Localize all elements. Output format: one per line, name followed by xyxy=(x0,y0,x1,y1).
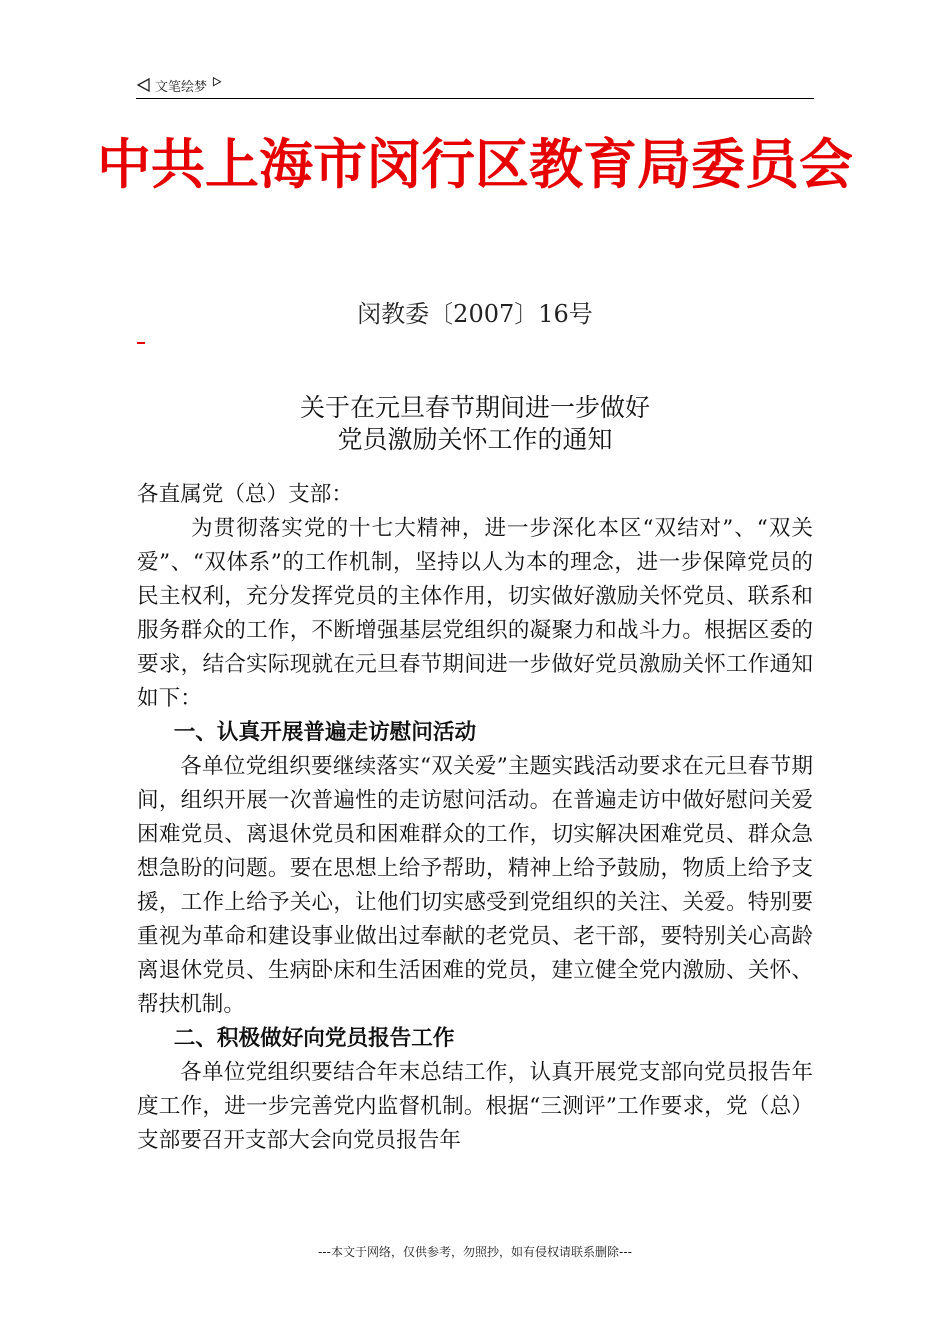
title-line-2: 党员激励关怀工作的通知 xyxy=(337,425,613,454)
document-body xyxy=(137,478,813,1158)
section-1-heading: 一、认真开展普遍走访慰问活动 xyxy=(173,720,477,745)
section-1-body: 各单位党组织要继续落实“双关爱”主题实践活动要求在元旦春节期间，组织开展一次普遍性的走访慰问活动。在普遍走访中做好慰问关爱困难党员、离退休党员和困难群众的工作，切实解决困难党员、群众急想急盼的问题。要在思想上给予帮助，精神上给予鼓励，物质上给予支援，工作上给予关心，让他们切实感受到党组织的关注、关爱。特别要重视为革命和建设事业做出过奉献的老党员、老干部，要特别关心高龄离退休党员、生病卧床和生活困难的党员，建立健全党内激励、关怀、帮扶机制。 xyxy=(137,754,813,1017)
organization-title: 中共上海市闵行区教育局委员会 xyxy=(97,133,853,196)
brand-text: 文笔绘梦 xyxy=(155,79,208,95)
section-2-heading: 二、积极做好向党员报告工作 xyxy=(173,1026,455,1051)
page-header xyxy=(136,74,814,99)
document-title xyxy=(0,392,950,456)
salutation: 各直属党（总）支部： xyxy=(137,482,353,507)
footer-disclaimer: ---本文于网络，仅供参考，勿照抄，如有侵权请联系删除--- xyxy=(318,1245,632,1259)
title-line-1: 关于在元旦春节期间进一步做好 xyxy=(299,393,650,422)
triangle-right-icon xyxy=(211,76,223,89)
triangle-left-icon xyxy=(136,77,151,93)
document-number: 闵教委〔2007〕16号 xyxy=(357,300,593,328)
section-2-body: 各单位党组织要结合年末总结工作，认真开展党支部向党员报告年度工作，进一步完善党内监督机制。根据“三测评”工作要求，党（总）支部要召开支部大会向党员报告年 xyxy=(137,1060,813,1153)
header-brand xyxy=(136,74,223,96)
red-mark xyxy=(137,342,145,344)
intro-paragraph: 为贯彻落实党的十七大精神，进一步深化本区“双结对”、“双关爱”、“双体系”的工作机制，坚持以人为本的理念，进一步保障党员的民主权利，充分发挥党员的主体作用，切实做好激励关怀党员、联系和服务群众的工作，不断增强基层党组织的凝聚力和战斗力。根据区委的要求，结合实际现就在元旦春节期间进一步做好党员激励关怀工作通知如下： xyxy=(137,516,813,711)
